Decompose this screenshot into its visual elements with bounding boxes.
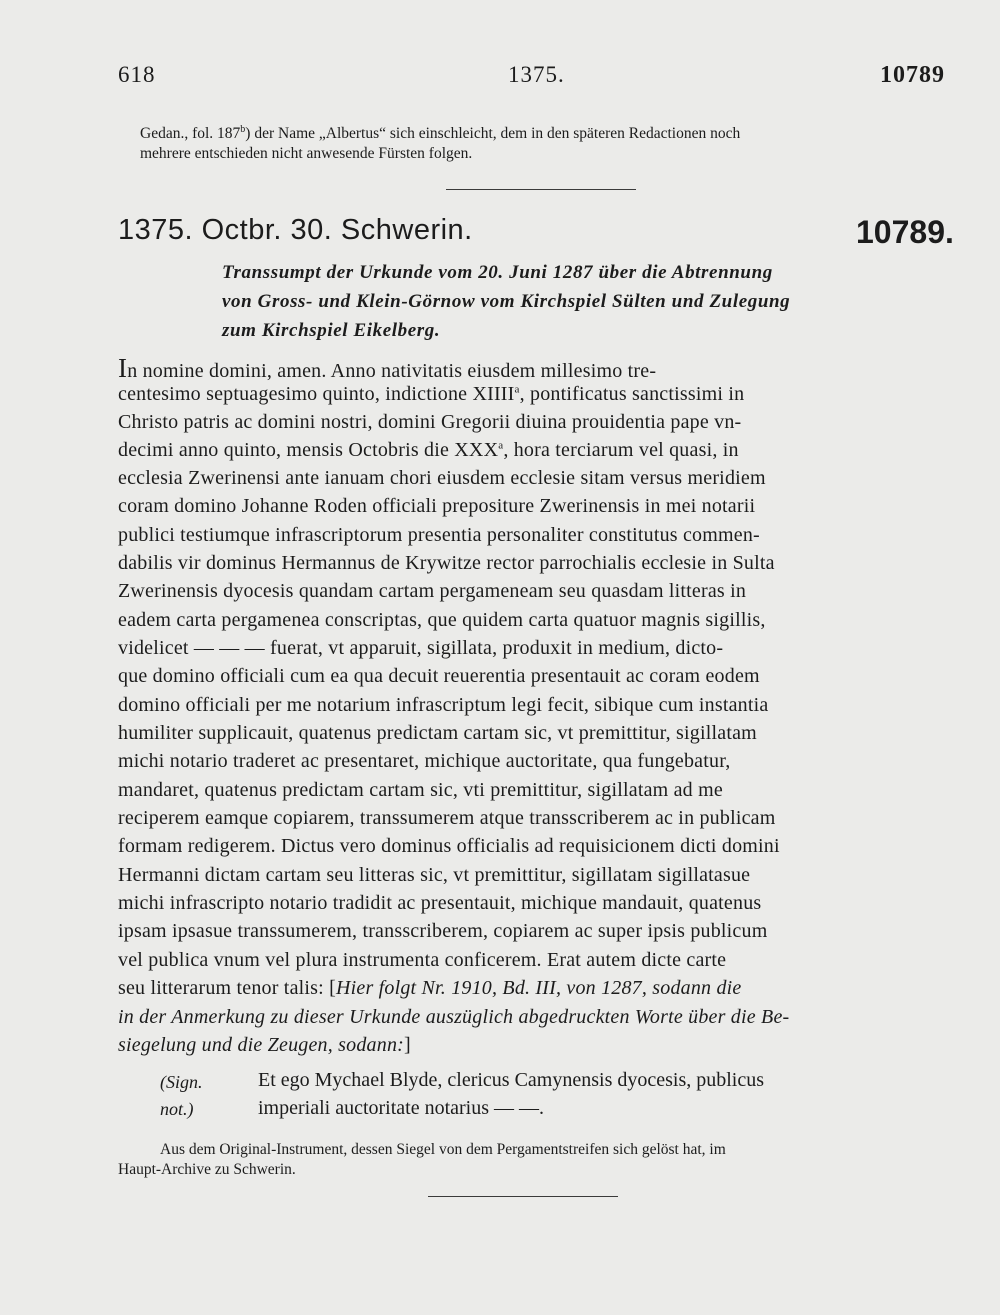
footnote-line-1: Gedan., fol. 187$^b$) der Name „Albertus“ sich einschleicht, dem in den späteren Redactionen noch bbox=[140, 124, 741, 143]
body-line: formam redigerem. Dictus vero dominus officialis ad requisicionem dicti domini bbox=[118, 835, 780, 857]
drop-initial: I bbox=[118, 353, 128, 383]
section-divider bbox=[446, 189, 636, 190]
end-divider bbox=[428, 1196, 618, 1197]
body-line: coram domino Johanne Roden officiali prepositure Zwerinensis in mei notarii bbox=[118, 495, 756, 517]
footnote-top bbox=[140, 120, 740, 164]
document-title-line: Transsumpt der Urkunde vom 20. Juni 1287 über die Abtrennung bbox=[222, 262, 773, 283]
notary-sign-label: (Sign. bbox=[160, 1072, 203, 1092]
source-note-line: Aus dem Original-Instrument, dessen Siegel von dem Pergamentstreifen sich gelöst hat, im bbox=[160, 1141, 726, 1158]
body-line: michi notario traderet ac presentaret, michique auctoritate, qua fungebatur, bbox=[118, 750, 731, 772]
body-line: reciperem eamque copiarem, transsumerem atque transscriberem ac in publicam bbox=[118, 807, 776, 829]
editor-note-line: siegelung und die Zeugen, sodann:] bbox=[118, 1034, 411, 1056]
body-line: domino officiali per me notarium infrascriptum legi fecit, sibique cum instantia bbox=[118, 694, 769, 716]
running-year: 1375. bbox=[508, 62, 565, 87]
body-line: mandaret, quatenus predictam cartam sic, vti premittitur, sigillatam ad me bbox=[118, 779, 723, 801]
source-note-line: Haupt-Archive zu Schwerin. bbox=[118, 1161, 296, 1178]
body-line: que domino officiali cum ea qua decuit reuerentia presentauit ac coram eodem bbox=[118, 665, 760, 687]
document-title-line: von Gross- und Klein-Görnow vom Kirchspiel Sülten und Zulegung bbox=[222, 291, 791, 312]
body-line: In nomine domini, amen. Anno nativitatis eiusdem millesimo tre- bbox=[118, 353, 657, 383]
document-number: 10789. bbox=[856, 214, 954, 250]
document-date-place: 1375. Octbr. 30. Schwerin. bbox=[118, 214, 473, 246]
editor-note: Hier folgt Nr. 1910, Bd. III, von 1287, sodann die bbox=[335, 977, 742, 999]
source-note bbox=[118, 1140, 726, 1180]
body-line: seu litterarum tenor talis: [Hier folgt Nr. 1910, Bd. III, von 1287, sodann die bbox=[118, 977, 742, 999]
body-line: dabilis vir dominus Hermannus de Krywitze rector parrochialis ecclesie in Sulta bbox=[118, 552, 775, 574]
body-line: Zwerinensis dyocesis quandam cartam pergameneam seu quasdam litteras in bbox=[118, 580, 747, 602]
notary-signature-line: Et ego Mychael Blyde, clericus Camynensis dyocesis, publicus bbox=[258, 1069, 765, 1091]
body-line: ipsam ipsasue transsumerem, transscriberem, copiarem ac super ipsis publicum bbox=[118, 920, 768, 942]
body-line: decimi anno quinto, mensis Octobris die XXX$^a$, hora terciarum vel quasi, in bbox=[118, 439, 739, 461]
body-line: Hermanni dictam cartam seu litteras sic, vt premittitur, sigillatam sigillatasue bbox=[118, 864, 751, 886]
body-line: Christo patris ac domini nostri, domini Gregorii diuina prouidentia pape vn- bbox=[118, 411, 742, 433]
document-title-line: zum Kirchspiel Eikelberg. bbox=[222, 320, 441, 341]
body-line: vel publica vnum vel plura instrumenta conficerem. Erat autem dicte carte bbox=[118, 949, 727, 971]
running-document-number: 10789 bbox=[880, 62, 945, 88]
footnote-line-2: mehrere entschieden nicht anwesende Fürsten folgen. bbox=[140, 145, 473, 163]
body-line: publici testiumque infrascriptorum presentia personaliter constitutus commen- bbox=[118, 524, 760, 546]
page-number: 618 bbox=[118, 62, 156, 87]
body-line: humiliter supplicauit, quatenus predictam cartam sic, vt premittitur, sigillatam bbox=[118, 722, 757, 744]
body-line: eadem carta pergamenea conscriptas, que quidem carta quatuor magnis sigillis, bbox=[118, 609, 766, 631]
editor-note-line: in der Anmerkung zu dieser Urkunde auszüglich abgedruckten Worte über die Be- bbox=[118, 1006, 790, 1028]
notary-sign-label: not.) bbox=[160, 1099, 194, 1119]
body-line: centesimo septuagesimo quinto, indictione XIIII$^a$, pontificatus sanctissimi in bbox=[118, 383, 745, 405]
body-line: michi infrascripto notario tradidit ac presentauit, michique mandauit, quatenus bbox=[118, 892, 762, 914]
body-line: ecclesia Zwerinensi ante ianuam chori eiusdem ecclesie sitam versus meridiem bbox=[118, 467, 766, 489]
notary-signature-line: imperiali auctoritate notarius — —. bbox=[258, 1097, 545, 1119]
body-line: videlicet — — — fuerat, vt apparuit, sigillata, produxit in medium, dicto- bbox=[118, 637, 724, 659]
